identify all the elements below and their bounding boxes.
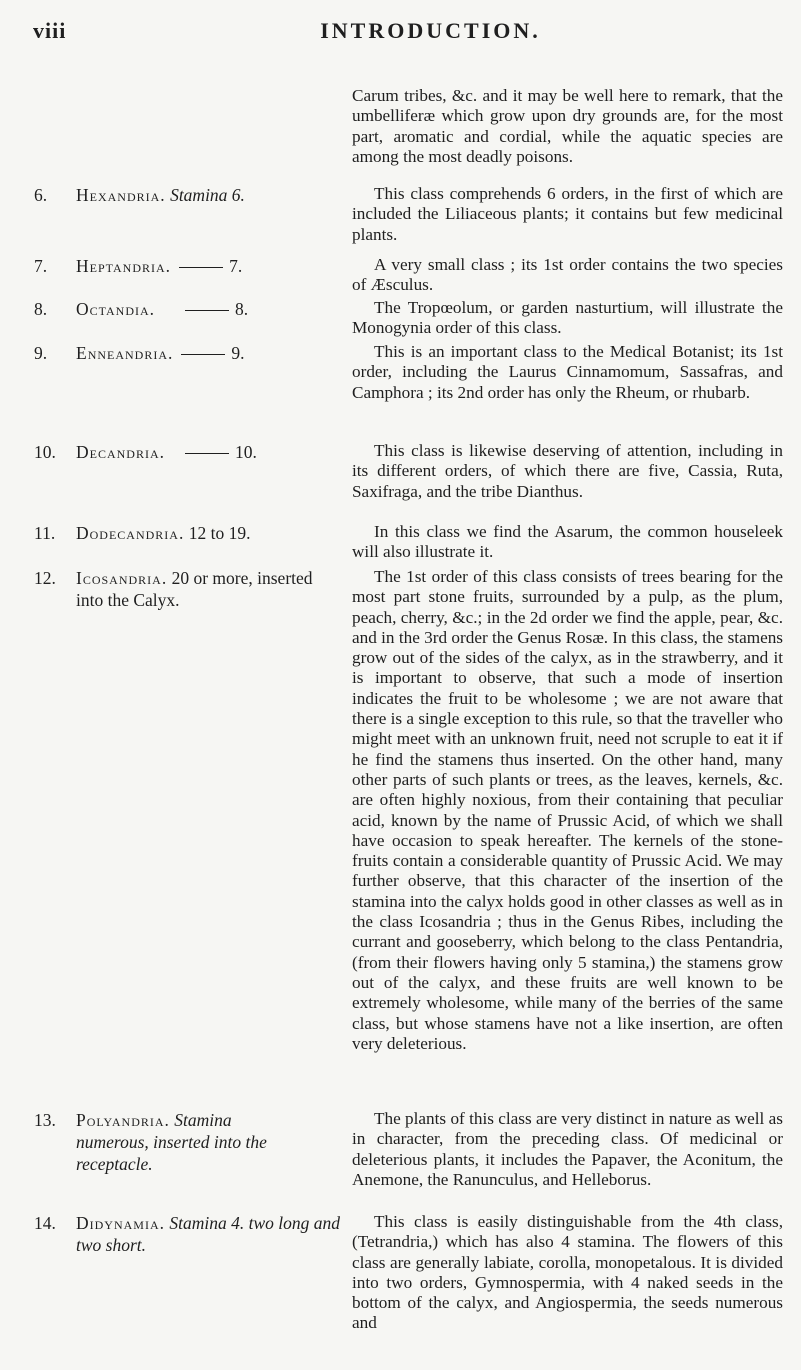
class-name: Dodecandria. (76, 523, 185, 543)
class-number: 7. (34, 256, 48, 276)
class-description: This is an important class to the Medical Botanist; its 1st order, including the Laurus Cinnamomum, Sassafras, and Camphora ; its 2nd order has only the Rheum, or rhubarb. (352, 342, 783, 402)
class-description: This class comprehends 6 orders, in the first of which are included the Liliaceous plants; it contains but few medicinal plants. (352, 184, 783, 244)
class-name: Didynamia. (76, 1213, 166, 1233)
class-description: The 1st order of this class consists of trees bearing for the most part stone fruits, surrounded by a pulp, as the plum, peach, cherry, &c.; in the 2d order we find the apple, pear, &c. and in the 3rd order the Genus Rosæ. In this class, the stamens grow out of the sides of the calyx, as in the strawberry, and it is important to observe, that such a mode of insertion indicates the fruit to be wholesome ; we are not aware that there is a single exception to this rule, so that the traveller who might meet with an unknown fruit, need not scruple to eat it if he find the stamens thus inserted. On the other hand, many other parts of such plants or trees, as the leaves, kernels, &c. are often highly noxious, from their containing that peculiar acid, known by the name of Prussic Acid, of which we shall have occasion to speak hereafter. The kernels of the stone-fruits contain a considerable quantity of Prussic Acid. We may further observe, that this character of the insertion of the stamina into the calyx holds good in other classes as well as in the class Icosandria ; thus in the Genus Ribes, including the currant and gooseberry, which belong to the class Pentandria, (from their flowers having only 5 stamina,) the stamens grow out of the calyx, and these fruits are well known to be extremely wholesome, while many of the berries of the same class, but whose stamens have not a like insertion, are often very deleterious. (352, 567, 783, 1053)
class-stamina: 12 to 19. (188, 523, 251, 543)
class-number: 10. (34, 442, 56, 462)
opening-paragraph: Carum tribes, &c. and it may be well here to remark, that the umbelliferæ which grow upon dry grounds are, for the most part, aromatic and cordial, while the aquatic species are among the most deadly poisons. (352, 86, 783, 166)
class-stamina: Stamina numerous, inserted into the receptacle. (76, 1110, 267, 1174)
ditto-dash (185, 453, 229, 454)
class-name: Polyandria. (76, 1110, 170, 1130)
ditto-dash (179, 267, 223, 268)
class-label (76, 255, 338, 277)
class-description: The plants of this class are very distinct in nature as well as in character, from the preceding class. Of medicinal or deleterious plants, it includes the Papaver, the Aconitum, the Anemone, the Ranunculus, and Helleborus. (352, 1109, 783, 1189)
class-name: Enneandria. (76, 343, 174, 363)
class-stamina: 8. (235, 299, 249, 319)
class-stamina: 10. (235, 442, 257, 462)
ditto-dash (185, 310, 229, 311)
class-stamina: Stamina 6. (170, 185, 245, 205)
class-description: This class is likewise deserving of attention, including in its different orders, of which there are five, Cassia, Ruta, Saxifraga, and the tribe Dianthus. (352, 441, 783, 501)
class-number: 9. (34, 343, 48, 363)
class-description: This class is easily distinguishable from the 4th class, (Tetrandria,) which has also 4 stamina. The flowers of this class are generally labiate, corolla, monopetalous. It is divided into two orders, Gymnospermia, with 4 naked seeds in the bottom of the calyx, and Angiospermia, the seeds numerous and (352, 1212, 783, 1333)
class-name: Icosandria. (76, 568, 168, 588)
class-stamina: 9. (231, 343, 245, 363)
class-number: 6. (34, 185, 48, 205)
class-name: Hexandria. (76, 185, 166, 205)
class-stamina: 20 or more, inserted into the Calyx. (76, 568, 313, 610)
class-label (76, 184, 338, 206)
class-description: The Tropœolum, or garden nasturtium, will illustrate the Monogynia order of this class. (352, 298, 783, 338)
class-number: 12. (34, 568, 56, 588)
class-name: Decandria. (76, 442, 166, 462)
class-number: 11. (34, 523, 56, 543)
class-label (76, 298, 338, 320)
class-label (76, 522, 338, 544)
class-number: 14. (34, 1213, 56, 1233)
class-description: In this class we find the Asarum, the common houseleek will also illustrate it. (352, 522, 783, 562)
class-label (76, 567, 341, 611)
class-number: 13. (34, 1110, 56, 1130)
class-stamina: 7. (229, 256, 243, 276)
class-label (76, 441, 338, 463)
class-label (76, 1212, 341, 1256)
class-name: Octandia. (76, 299, 156, 319)
class-name: Heptandria. (76, 256, 172, 276)
page-number: viii (33, 18, 67, 43)
running-title: INTRODUCTION. (320, 18, 541, 43)
class-label (76, 1109, 306, 1175)
class-stamina: Stamina 4. two long and two short. (76, 1213, 341, 1255)
class-label (76, 342, 338, 364)
ditto-dash (181, 354, 225, 355)
class-number: 8. (34, 299, 48, 319)
class-description: A very small class ; its 1st order contains the two species of Æsculus. (352, 255, 783, 295)
